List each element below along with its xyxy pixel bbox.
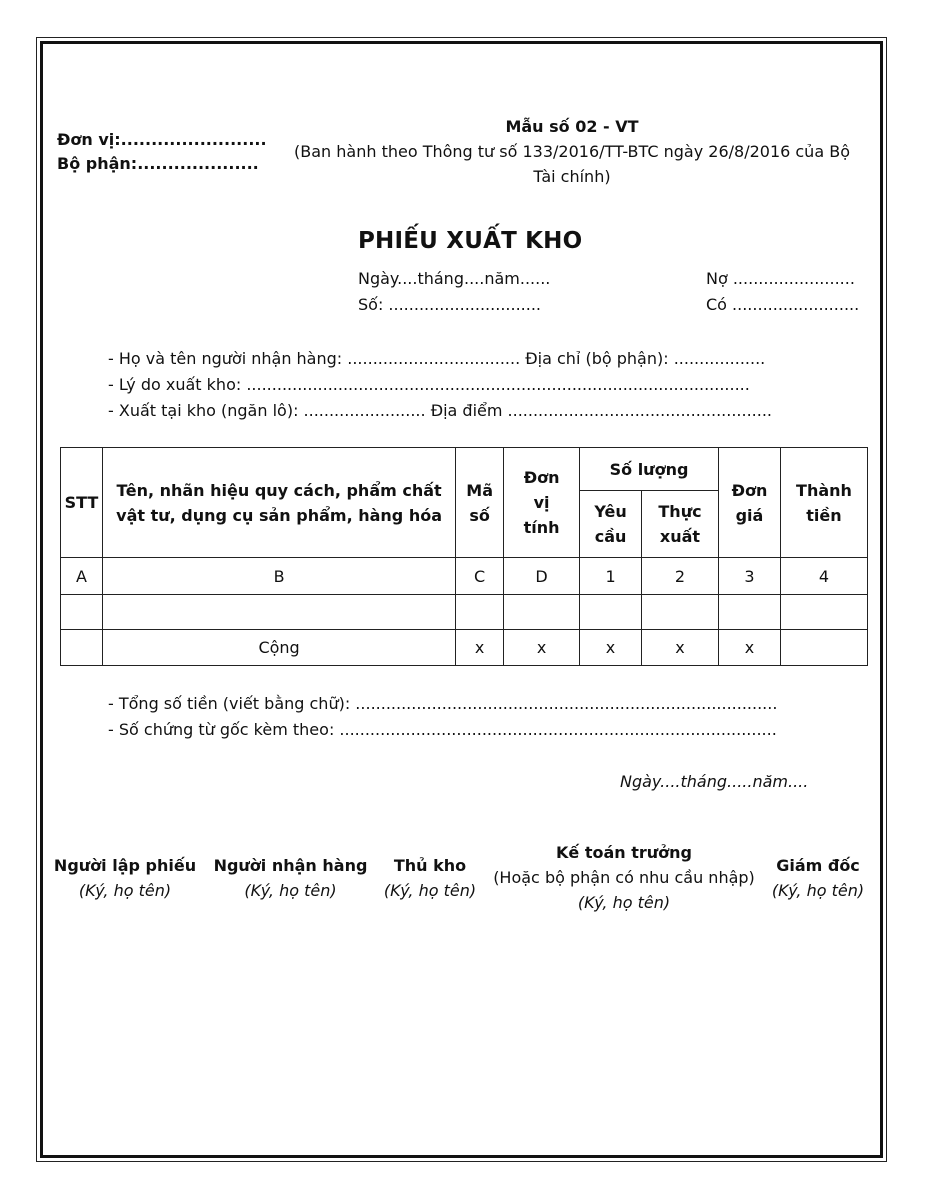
items-table xyxy=(60,447,868,666)
header-name: Tên, nhãn hiệu quy cách, phẩm chất vật tư, dụng cụ sản phẩm, hàng hóa xyxy=(102,448,455,558)
signature-sub: (Ký, họ tên) xyxy=(771,881,865,900)
number-line: Số: .............................. xyxy=(358,295,541,314)
table-cell xyxy=(580,595,642,630)
attached-docs-field: - Số chứng từ gốc kèm theo: ...................................................................................... xyxy=(108,720,777,739)
total-label: Cộng xyxy=(102,630,455,666)
table-cell: x xyxy=(718,630,780,666)
signature-preparer xyxy=(50,853,200,903)
signature-director xyxy=(764,853,872,903)
form-fields xyxy=(108,346,772,424)
total-words-field: - Tổng số tiền (viết bằng chữ): ................................................................................... xyxy=(108,694,778,713)
table-row-index xyxy=(61,558,868,595)
table-cell: A xyxy=(61,558,103,595)
table-cell xyxy=(102,595,455,630)
signature-title: Giám đốc xyxy=(776,856,860,875)
table-cell: B xyxy=(102,558,455,595)
signature-sub: (Ký, họ tên) xyxy=(577,893,671,912)
department-label: Bộ phận:.................... xyxy=(57,154,259,173)
table-cell xyxy=(780,630,867,666)
table-row-total xyxy=(61,630,868,666)
sign-date: Ngày....tháng.....năm.... xyxy=(620,772,809,791)
table-cell xyxy=(456,595,504,630)
header-quantity: Số lượng xyxy=(580,448,719,491)
table-cell: 1 xyxy=(580,558,642,595)
header-actual: Thực xuất xyxy=(642,491,719,558)
unit-label: Đơn vị:........................ xyxy=(57,130,267,149)
header-amount: Thành tiền xyxy=(780,448,867,558)
form-issued-line2: Tài chính) xyxy=(533,167,611,186)
info-left xyxy=(358,266,550,318)
table-cell: x xyxy=(456,630,504,666)
form-issued-line1: (Ban hành theo Thông tư số 133/2016/TT-BTC ngày 26/8/2016 của Bộ xyxy=(294,142,850,161)
table-cell xyxy=(61,630,103,666)
table-cell: C xyxy=(456,558,504,595)
table-cell xyxy=(61,595,103,630)
table-cell: 4 xyxy=(780,558,867,595)
table-cell: 2 xyxy=(642,558,719,595)
signature-title: Người nhận hàng xyxy=(213,856,368,875)
table-cell xyxy=(718,595,780,630)
date-line: Ngày....tháng....năm...... xyxy=(358,269,551,288)
footer-fields xyxy=(108,691,777,743)
table-cell xyxy=(780,595,867,630)
debit-line: Nợ ........................ xyxy=(706,269,855,288)
warehouse-field: - Xuất tại kho (ngăn lô): ........................ Địa điểm .................................................... xyxy=(108,401,773,420)
signature-title: Kế toán trưởng xyxy=(556,843,692,862)
table-cell xyxy=(642,595,719,630)
signature-sub: (Ký, họ tên) xyxy=(78,881,172,900)
table-cell: x xyxy=(642,630,719,666)
header-requested: Yêu cầu xyxy=(580,491,642,558)
signature-storekeeper xyxy=(378,853,482,903)
signature-sub: (Ký, họ tên) xyxy=(383,881,477,900)
table-row-empty xyxy=(61,595,868,630)
header-unit: Đơn vị tính xyxy=(504,448,580,558)
table-cell: x xyxy=(580,630,642,666)
table-cell: 3 xyxy=(718,558,780,595)
unit-block xyxy=(57,128,267,176)
table-cell: x xyxy=(504,630,580,666)
page-title: PHIẾU XUẤT KHO xyxy=(358,228,583,254)
header-stt: STT xyxy=(61,448,103,558)
header-code: Mã số xyxy=(456,448,504,558)
table-cell: D xyxy=(504,558,580,595)
form-number: Mẫu số 02 - VT xyxy=(505,117,639,136)
credit-line: Có ......................... xyxy=(706,295,860,314)
signature-receiver xyxy=(208,853,373,903)
receiver-field: - Họ và tên người nhận hàng: .................................. Địa chỉ (bộ phận): .................. xyxy=(108,349,766,368)
form-info xyxy=(282,114,862,189)
signature-sub: (Ký, họ tên) xyxy=(244,881,337,900)
signature-chief-accountant xyxy=(486,840,762,915)
signature-title: Thủ kho xyxy=(393,856,467,875)
info-right xyxy=(706,266,859,318)
signature-title: Người lập phiếu xyxy=(53,856,197,875)
table-cell xyxy=(504,595,580,630)
header-price: Đơn giá xyxy=(718,448,780,558)
signature-note: (Hoặc bộ phận có nhu cầu nhập) xyxy=(493,868,755,887)
reason-field: - Lý do xuất kho: ................................................................................................... xyxy=(108,375,750,394)
